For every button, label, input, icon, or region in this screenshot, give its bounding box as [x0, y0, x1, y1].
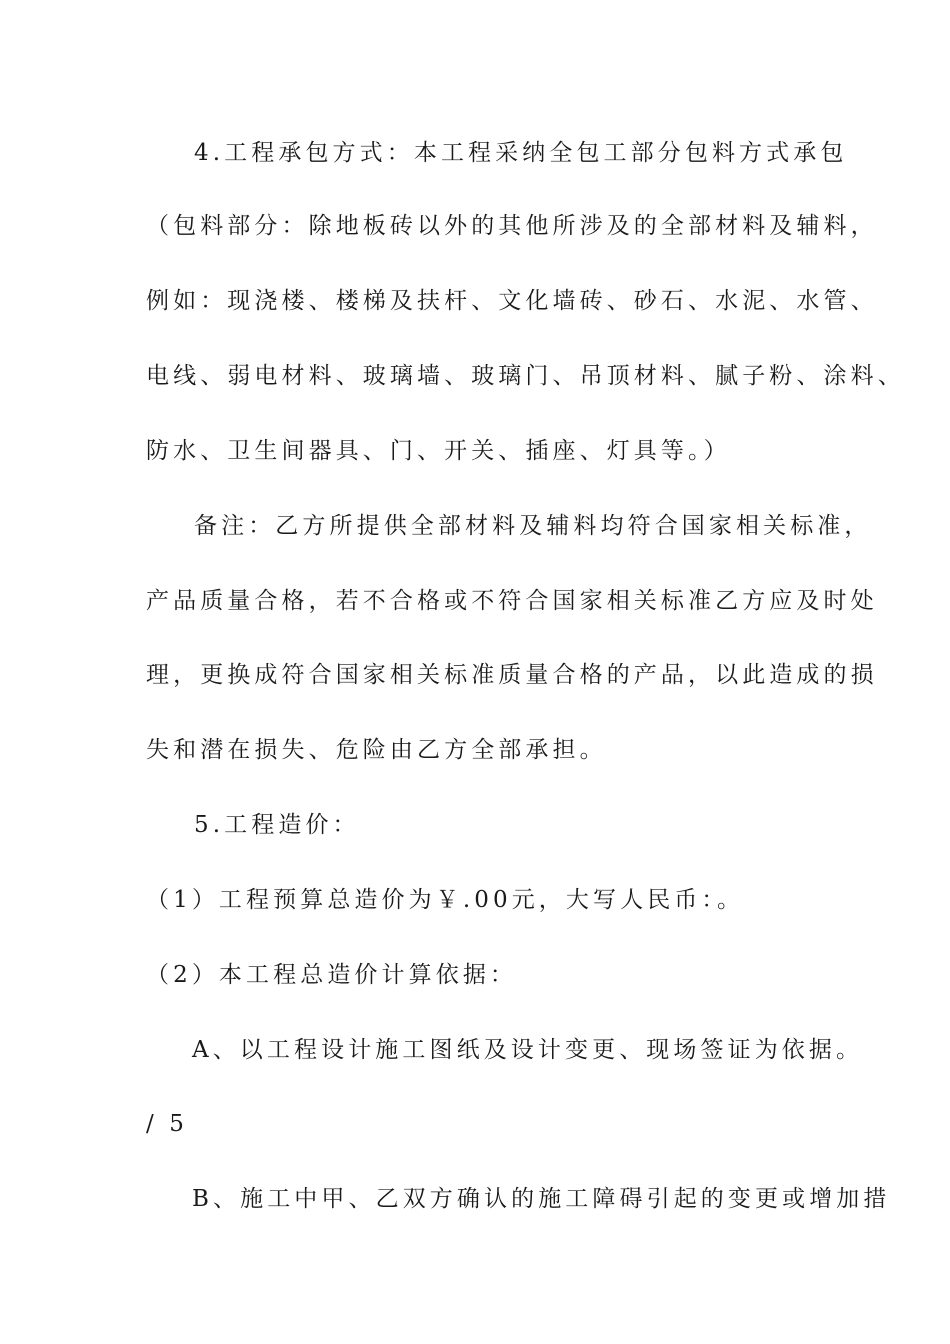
list-item-cost-basis: （2）本工程总造价计算依据： [146, 962, 518, 988]
paragraph-line-materials-examples-3: 防水、卫生间器具、门、开关、插座、灯具等。） [146, 438, 731, 464]
paragraph-line-materials-scope: （包料部分：除地板砖以外的其他所涉及的全部材料及辅料， [146, 213, 878, 239]
section-heading-project-cost: 5.工程造价： [194, 812, 360, 838]
paragraph-line-remark-4: 失和潜在损失、危险由乙方全部承担。 [146, 737, 607, 763]
paragraph-line-remark-2: 产品质量合格，若不合格或不符合国家相关标准乙方应及时处 [146, 588, 878, 614]
paragraph-line-materials-examples-2: 电线、弱电材料、玻璃墙、玻璃门、吊顶材料、腻子粉、涂料、 [146, 363, 905, 389]
list-item-basis-b: B、施工中甲、乙双方确认的施工障碍引起的变更或增加措 [192, 1186, 891, 1212]
page-number: / 5 [146, 1111, 188, 1137]
list-item-budget-total: （1）工程预算总造价为￥.00元，大写人民币：。 [146, 887, 745, 913]
paragraph-line-remark-3: 理，更换成符合国家相关标准质量合格的产品，以此造成的损 [146, 662, 878, 688]
list-item-basis-a: A、以工程设计施工图纸及设计变更、现场签证为依据。 [192, 1037, 864, 1063]
paragraph-line-remark: 备注：乙方所提供全部材料及辅料均符合国家相关标准， [194, 513, 872, 539]
paragraph-line-contract-method: 4.工程承包方式：本工程采纳全包工部分包料方式承包 [194, 140, 848, 166]
paragraph-line-materials-examples-1: 例如：现浇楼、楼梯及扶杆、文化墙砖、砂石、水泥、水管、 [146, 288, 878, 314]
